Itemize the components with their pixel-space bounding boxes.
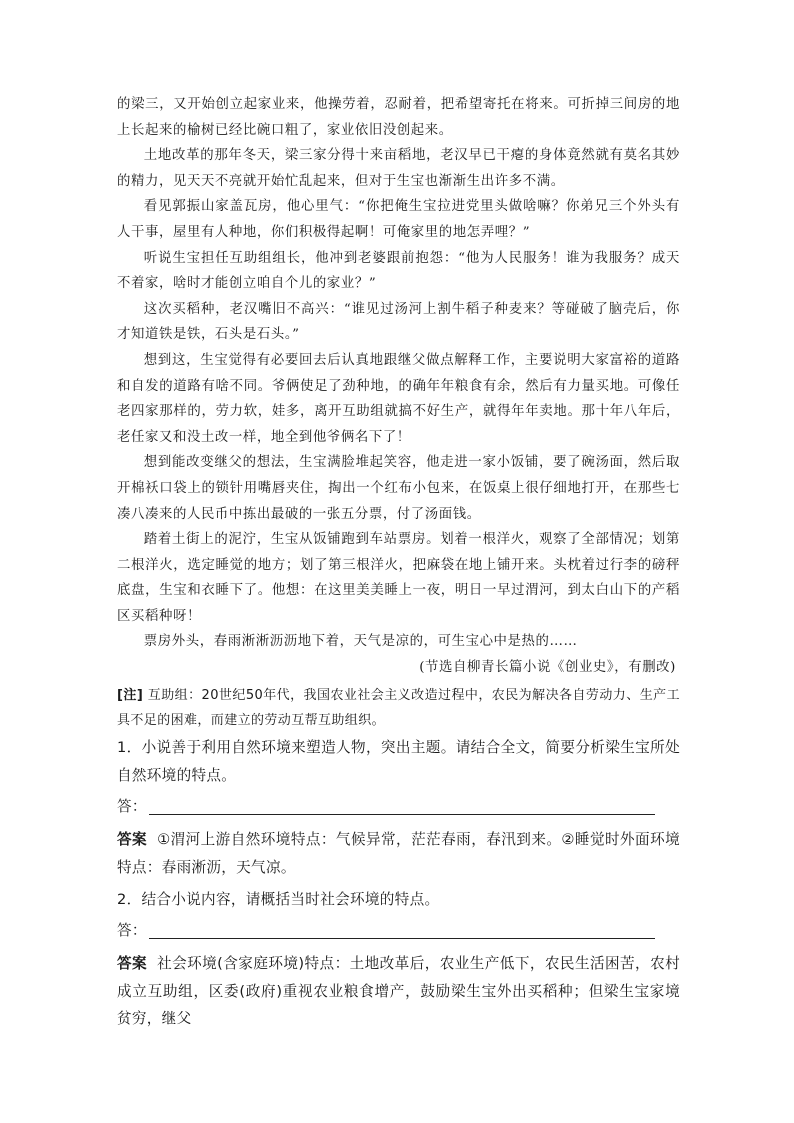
- story-passage: [117, 92, 680, 681]
- answer-2: [117, 950, 680, 1033]
- answer-blank[interactable]: [149, 796, 655, 815]
- answer-prompt: 答：: [117, 921, 147, 939]
- paragraph: 的梁三，又开始创立起家业来，他操劳着，忍耐着，把希望寄托在将来。可折掉三间房的地上长起来的榆树已经比碗口粗了，家业依旧没创起来。: [117, 97, 680, 138]
- question-section: [117, 734, 680, 1033]
- question-2: 2．结合小说内容，请概括当时社会环境的特点。: [117, 890, 440, 908]
- paragraph: 土地改革的那年冬天，梁三家分得十来亩稻地，老汉早已干瘪的身体竟然就有莫名其妙的精力，见天天不亮就开始忙乱起来，但对于生宝也渐渐生出许多不满。: [117, 148, 680, 189]
- paragraph: 想到能改变继父的想法，生宝满脸堆起笑容，他走进一家小饭铺，要了碗汤面，然后取开棉袄口袋上的锁针用嘴唇夹住，掏出一个红布小包来，在饭桌上很仔细地打开，在那些七凑八凑来的人民币中拣出最破的一张五分票，付了汤面钱。: [117, 455, 680, 522]
- footnote-text: 互助组：20世纪50年代，我国农业社会主义改造过程中，农民为解决各自劳动力、生产工具不足的困难，而建立的劳动互帮互助组织。: [117, 687, 680, 729]
- answer-text: 社会环境(含家庭环境)特点：土地改革后，农业生产低下，农民生活困苦，农村成立互助组，区委(政府)重视农业粮食增产，鼓励梁生宝外出买稻种；但梁生宝家境贫穷，继父: [117, 955, 680, 1028]
- answer-tag: 答案: [117, 955, 148, 973]
- answer-tag: 答案: [117, 831, 148, 849]
- paragraph: 听说生宝担任互助组组长，他冲到老婆跟前抱怨：“他为人民服务！谁为我服务？成天不着家，啥时才能创立咱自个儿的家业？”: [117, 250, 680, 292]
- paragraph: 票房外头，春雨淅淅沥沥地下着，天气是凉的，可生宝心中是热的……: [143, 634, 578, 650]
- source-citation: (节选自柳青长篇小说《创业史》，有删改): [419, 660, 676, 676]
- footnote: [117, 683, 680, 735]
- footnote-tag: [注]: [117, 687, 144, 703]
- answer-prompt: 答：: [117, 797, 147, 815]
- question-1: 1．小说善于利用自然环境来塑造人物，突出主题。请结合全文，简要分析梁生宝所处自然环境的特点。: [117, 739, 680, 784]
- paragraph: 踏着土街上的泥泞，生宝从饭铺跑到车站票房。划着一根洋火，观察了全部情况；划第二根洋火，选定睡觉的地方；划了第三根洋火，把麻袋在地上铺开来。头枕着过行李的磅秤底盘，生宝和衣睡下了。他想：在这里美美睡上一夜，明日一早过渭河，到太白山下的产稻区买稻种呀！: [117, 532, 680, 624]
- paragraph: 看见郭振山家盖瓦房，他心里气：“你把俺生宝拉进党里头做啥嘛？你弟兄三个外头有人干事，屋里有人种地，你们积极得起啊！可俺家里的地怎弄哩？”: [117, 199, 680, 240]
- document-page: [117, 92, 680, 1037]
- answer-line-2: [117, 913, 680, 944]
- answer-line-1: [117, 789, 680, 820]
- paragraph: 想到这，生宝觉得有必要回去后认真地跟继父做点解释工作，主要说明大家富裕的道路和自发的道路有啥不同。爷俩使足了劲种地，的确年年粮食有余，然后有力量买地。可像任老四家那样的，劳力软，娃多，离开互助组就搞不好生产，就得年年卖地。那十年八年后，老任家又和没土改一样，地全到他爷俩名下了！: [117, 352, 680, 445]
- answer-1: [117, 826, 680, 881]
- paragraph: 这次买稻种，老汉嘴旧不高兴：“谁见过汤河上割牛稻子种麦来？等碰破了脑壳后，你才知道铁是铁，石头是石头。”: [117, 301, 680, 343]
- answer-blank[interactable]: [149, 920, 655, 939]
- answer-text: ①渭河上游自然环境特点：气候异常，茫茫春雨，春汛到来。②睡觉时外面环境特点：春雨淅沥，天气凉。: [117, 831, 680, 877]
